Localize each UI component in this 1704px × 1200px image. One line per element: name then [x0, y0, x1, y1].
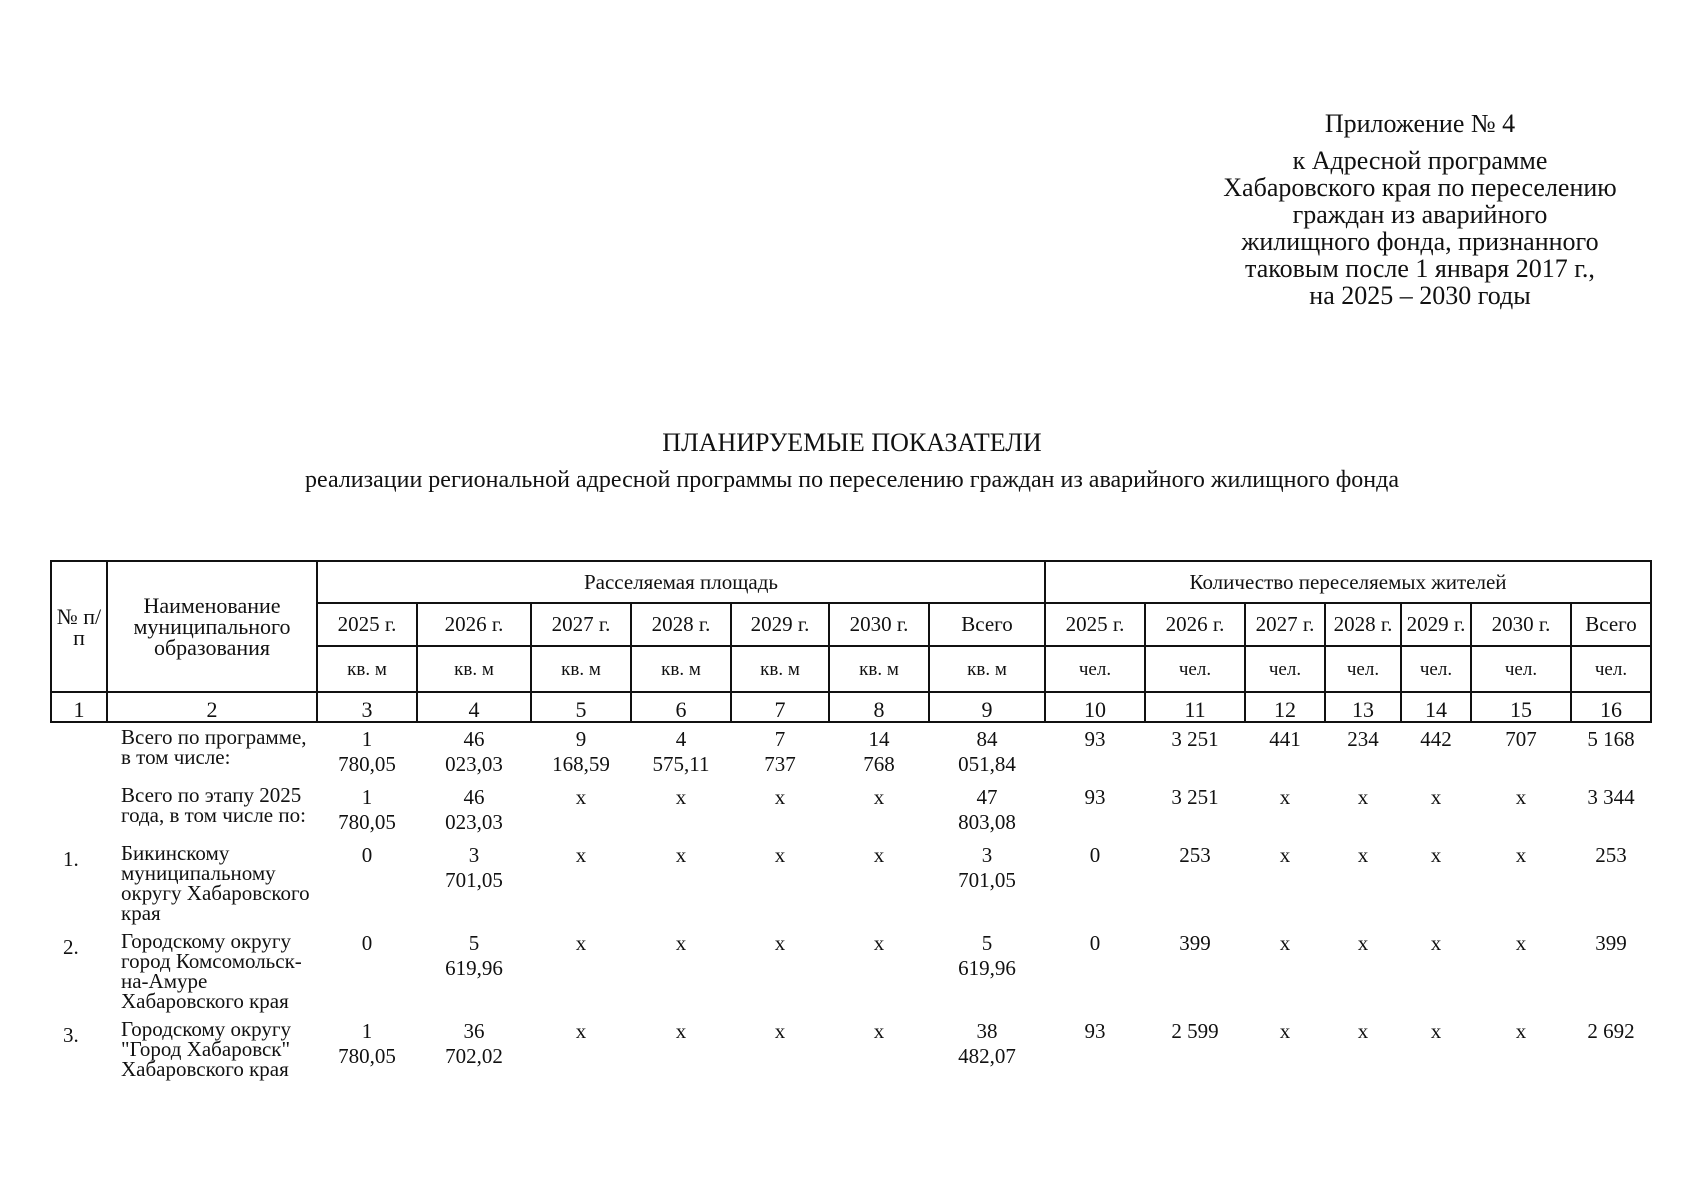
area-year-header: 2029 г. [731, 603, 829, 646]
resident-value-cell: х [1279, 931, 1291, 955]
resident-year-header: 2026 г. [1145, 603, 1245, 646]
area-value-cell: х [675, 785, 687, 809]
resident-value-cell: 3 251 [1171, 727, 1219, 751]
column-number-row [51, 692, 1651, 722]
area-unit-header: кв. м [317, 646, 417, 692]
area-value-cell: 0 [361, 843, 373, 867]
resident-value-cell: х [1430, 931, 1442, 955]
area-value-cell: 5 619,96 [445, 931, 503, 980]
municipality-name: Всего по этапу 2025 года, в том числе по: [121, 783, 306, 827]
area-year-header: 2027 г. [531, 603, 631, 646]
column-number-cell: 8 [829, 692, 929, 722]
resident-value-cell: х [1357, 1019, 1369, 1043]
resident-value-cell: х [1357, 931, 1369, 955]
resident-unit-header: чел. [1401, 646, 1471, 692]
area-value-cell: 46 023,03 [445, 727, 503, 776]
appendix-line: на 2025 – 2030 годы [1309, 281, 1531, 310]
area-value-cell: х [774, 785, 786, 809]
resident-value-cell: 3 344 [1587, 785, 1635, 809]
area-year-header: 2025 г. [317, 603, 417, 646]
column-number-cell: 6 [631, 692, 731, 722]
area-value-cell: 0 [361, 931, 373, 955]
municipality-name: Городскому округу "Город Хабаровск" Хабаровского края [121, 1017, 292, 1081]
row-number: 3. [63, 1023, 79, 1047]
resident-value-cell: х [1515, 843, 1527, 867]
area-value-cell: х [575, 785, 587, 809]
area-value-cell: 14 768 [863, 727, 895, 776]
table-body [51, 722, 1651, 1083]
resident-value-cell: х [1357, 843, 1369, 867]
resident-value-cell: 253 [1595, 843, 1627, 867]
appendix-line: граждан из аварийного [1292, 200, 1548, 229]
resident-value-cell: х [1515, 785, 1527, 809]
area-value-cell: 1 780,05 [338, 727, 396, 776]
resident-value-cell: 707 [1505, 727, 1537, 751]
resident-value-cell: 2 599 [1171, 1019, 1219, 1043]
table-row [51, 1015, 1651, 1083]
column-number-cell: 11 [1145, 692, 1245, 722]
area-unit-header: кв. м [829, 646, 929, 692]
area-value-cell: х [575, 931, 587, 955]
column-number-cell: 10 [1045, 692, 1145, 722]
area-value-cell: х [675, 843, 687, 867]
municipality-name: Городскому округу город Комсомольск-на-Амуре Хабаровского края [121, 929, 302, 1013]
column-number-cell: 16 [1571, 692, 1651, 722]
appendix-title: Приложение № 4 [1324, 109, 1516, 138]
area-value-cell: 47 803,08 [958, 785, 1016, 834]
resident-year-header: 2029 г. [1401, 603, 1471, 646]
resident-value-cell: х [1279, 1019, 1291, 1043]
area-value-cell: 3 701,05 [445, 843, 503, 892]
resident-value-cell: 0 [1089, 843, 1101, 867]
area-value-cell: х [774, 843, 786, 867]
residents-group-header: Количество переселяемых жителей [1045, 561, 1651, 603]
resident-year-header: 2030 г. [1471, 603, 1571, 646]
column-number-cell: 1 [51, 692, 107, 722]
resident-year-header: 2025 г. [1045, 603, 1145, 646]
column-number-cell: 14 [1401, 692, 1471, 722]
row-number: 1. [63, 847, 79, 871]
resident-value-cell: х [1430, 843, 1442, 867]
resident-value-cell: 93 [1084, 785, 1106, 809]
resident-value-cell: х [1279, 843, 1291, 867]
table-row [51, 722, 1651, 781]
resident-value-cell: х [1357, 785, 1369, 809]
area-value-cell: х [575, 1019, 587, 1043]
resident-unit-header: чел. [1245, 646, 1325, 692]
resident-value-cell: 93 [1084, 1019, 1106, 1043]
area-unit-header: кв. м [531, 646, 631, 692]
column-number-cell: 4 [417, 692, 531, 722]
appendix-line: Хабаровского края по переселению [1223, 173, 1617, 202]
column-number-cell: 15 [1471, 692, 1571, 722]
table-row [51, 781, 1651, 839]
resident-unit-header: чел. [1145, 646, 1245, 692]
area-value-cell: 46 023,03 [445, 785, 503, 834]
area-value-cell: 4 575,11 [652, 727, 710, 776]
column-number-cell: 12 [1245, 692, 1325, 722]
area-year-header: 2030 г. [829, 603, 929, 646]
area-value-cell: 84 051,84 [958, 727, 1016, 776]
indicators-table [50, 560, 1652, 1083]
resident-year-header: 2027 г. [1245, 603, 1325, 646]
area-group-header: Расселяемая площадь [317, 561, 1045, 603]
area-value-cell: х [575, 843, 587, 867]
resident-unit-header: чел. [1045, 646, 1145, 692]
area-value-cell: х [873, 843, 885, 867]
area-value-cell: х [873, 931, 885, 955]
area-value-cell: 5 619,96 [958, 931, 1016, 980]
resident-value-cell: х [1430, 785, 1442, 809]
resident-year-header: Всего [1571, 603, 1651, 646]
resident-value-cell: 93 [1084, 727, 1106, 751]
column-number-cell: 7 [731, 692, 829, 722]
resident-value-cell: 442 [1420, 727, 1452, 751]
table-row [51, 839, 1651, 927]
table-row [51, 927, 1651, 1015]
municipality-name: Бикинскому муниципальному округу Хабаровского края [121, 841, 310, 925]
area-value-cell: 36 702,02 [445, 1019, 503, 1068]
appendix-line: жилищного фонда, признанного [1241, 227, 1599, 256]
area-value-cell: 1 780,05 [338, 1019, 396, 1068]
area-unit-header: кв. м [731, 646, 829, 692]
resident-value-cell: 5 168 [1587, 727, 1635, 751]
resident-value-cell: 399 [1595, 931, 1627, 955]
row-number: 2. [63, 935, 79, 959]
resident-value-cell: х [1515, 931, 1527, 955]
resident-unit-header: чел. [1325, 646, 1401, 692]
appendix-block [1140, 110, 1700, 309]
area-year-header: Всего [929, 603, 1045, 646]
document-subtitle: реализации региональной адресной программы по переселению граждан из аварийного жилищного фонда [305, 467, 1399, 493]
area-unit-header: кв. м [417, 646, 531, 692]
column-number-cell: 3 [317, 692, 417, 722]
column-number-cell: 2 [107, 692, 317, 722]
column-number-cell: 9 [929, 692, 1045, 722]
area-value-cell: х [774, 931, 786, 955]
area-year-header: 2026 г. [417, 603, 531, 646]
resident-value-cell: 3 251 [1171, 785, 1219, 809]
col-name-header: Наименование муниципального образования [107, 561, 317, 692]
resident-value-cell: 0 [1089, 931, 1101, 955]
area-value-cell: 1 780,05 [338, 785, 396, 834]
resident-value-cell: х [1430, 1019, 1442, 1043]
resident-unit-header: чел. [1571, 646, 1651, 692]
area-value-cell: 38 482,07 [958, 1019, 1016, 1068]
area-year-header: 2028 г. [631, 603, 731, 646]
resident-value-cell: х [1279, 785, 1291, 809]
column-number-cell: 5 [531, 692, 631, 722]
resident-value-cell: 399 [1179, 931, 1211, 955]
resident-value-cell: 253 [1179, 843, 1211, 867]
appendix-line: таковым после 1 января 2017 г., [1245, 254, 1595, 283]
area-unit-header: кв. м [631, 646, 731, 692]
area-unit-header: кв. м [929, 646, 1045, 692]
resident-unit-header: чел. [1471, 646, 1571, 692]
area-value-cell: х [774, 1019, 786, 1043]
area-value-cell: 3 701,05 [958, 843, 1016, 892]
area-value-cell: 7 737 [764, 727, 796, 776]
column-number-cell: 13 [1325, 692, 1401, 722]
appendix-line: к Адресной программе [1292, 146, 1548, 175]
resident-value-cell: 234 [1347, 727, 1379, 751]
resident-value-cell: 441 [1269, 727, 1301, 751]
resident-value-cell: 2 692 [1587, 1019, 1635, 1043]
resident-value-cell: х [1515, 1019, 1527, 1043]
municipality-name: Всего по программе, в том числе: [121, 725, 307, 769]
row-number [51, 781, 107, 839]
row-number [51, 722, 107, 781]
area-value-cell: х [675, 931, 687, 955]
area-value-cell: х [873, 1019, 885, 1043]
area-value-cell: х [873, 785, 885, 809]
document-title: ПЛАНИРУЕМЫЕ ПОКАЗАТЕЛИ [662, 428, 1042, 457]
area-value-cell: 9 168,59 [552, 727, 610, 776]
resident-year-header: 2028 г. [1325, 603, 1401, 646]
area-value-cell: х [675, 1019, 687, 1043]
col-num-header: № п/п [51, 561, 107, 692]
